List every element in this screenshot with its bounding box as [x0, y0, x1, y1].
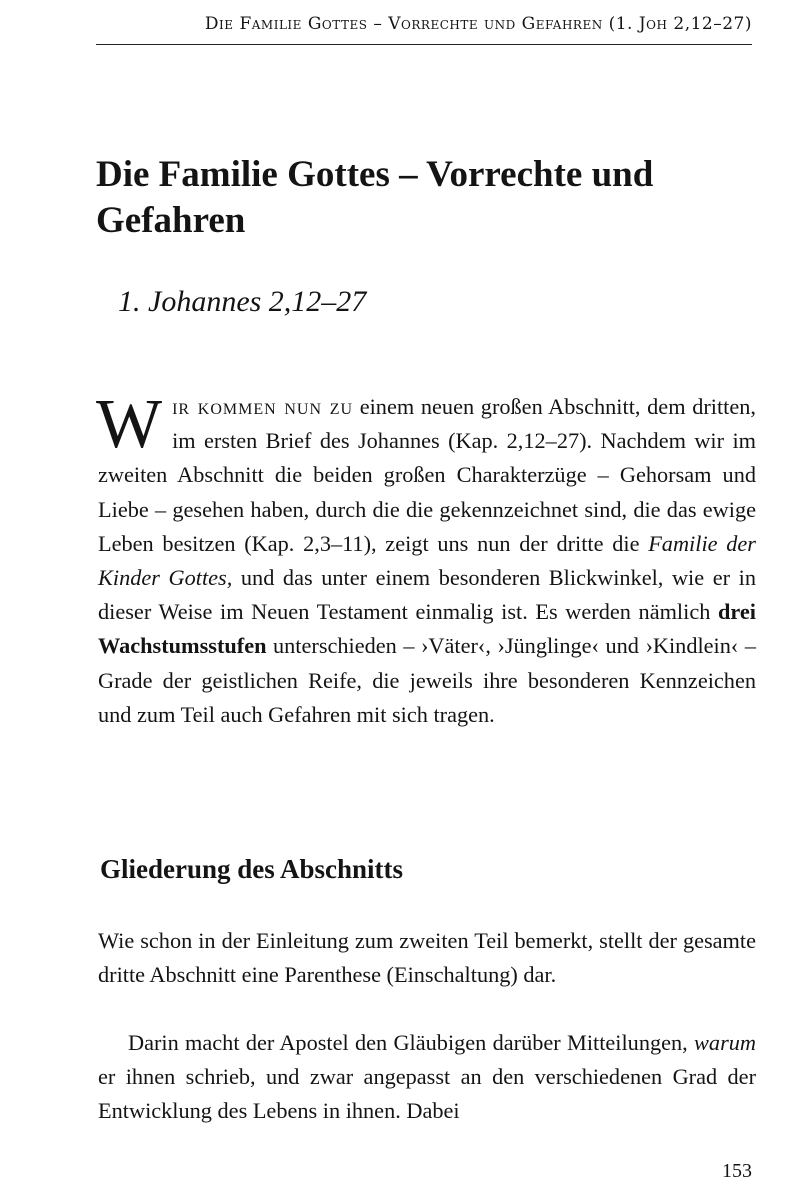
drop-cap: W	[96, 386, 163, 463]
emphasis-italic: warum	[694, 1030, 756, 1055]
paragraph-text: er ihnen schrieb, und zwar angepasst an den verschiedenen Grad der Entwicklung des Lebens in ihnen. Dabei	[98, 1064, 756, 1124]
running-head: Die Familie Gottes – Vorrechte und Gefahren (1. Joh 2,12–27)	[204, 14, 752, 34]
emphasis-bold: drei Wachstumsstufen	[98, 599, 756, 659]
page-number: 153	[722, 1160, 752, 1182]
paragraph-text: unterschieden – ›Väter‹, ›Jünglinge‹ und ›Kindlein‹ – Grade der geistlichen Reife, die jeweils ihre besonderen Kennzeichen und zum Teil auch Gefahren mit sich tragen.	[98, 633, 756, 727]
paragraph-text: und das unter einem besonderen Blickwinkel, wie er in dieser Weise im Neuen Testament einmalig ist. Es werden nämlich	[98, 565, 756, 625]
chapter-title: Die Familie Gottes – Vorrechte und Gefahren	[96, 154, 654, 241]
intro-paragraph	[96, 386, 757, 732]
header-rule	[96, 44, 752, 45]
small-caps-lead: ir kommen nun zu	[172, 394, 354, 419]
paragraph-text: einem neuen großen Abschnitt, dem dritten, im ersten Brief des Johannes (Kap. 2,12–27). Nachdem wir im zweiten Abschnitt die beiden großen Charakterzüge – Gehorsam und Liebe – gesehen haben, durch die die gekennzeichnet sind, die das ewige Leben besitzen (Kap. 2,3–11), zeigt uns nun der dritte die	[98, 394, 757, 556]
emphasis-italic: Familie der Kinder Gottes,	[98, 530, 756, 591]
paragraph-structure: Wie schon in der Einleitung zum zweiten Teil bemerkt, stellt der gesamte dritte Abschnitt eine Parenthese (Einschaltung) dar.	[98, 928, 756, 988]
paragraph-text: Darin macht der Apostel den Gläubigen darüber Mitteilungen,	[128, 1030, 695, 1055]
paragraph-apostle	[98, 1026, 756, 1129]
scripture-reference: 1. Johannes 2,12–27	[118, 285, 367, 318]
section-heading: Gliederung des Abschnitts	[100, 854, 404, 884]
